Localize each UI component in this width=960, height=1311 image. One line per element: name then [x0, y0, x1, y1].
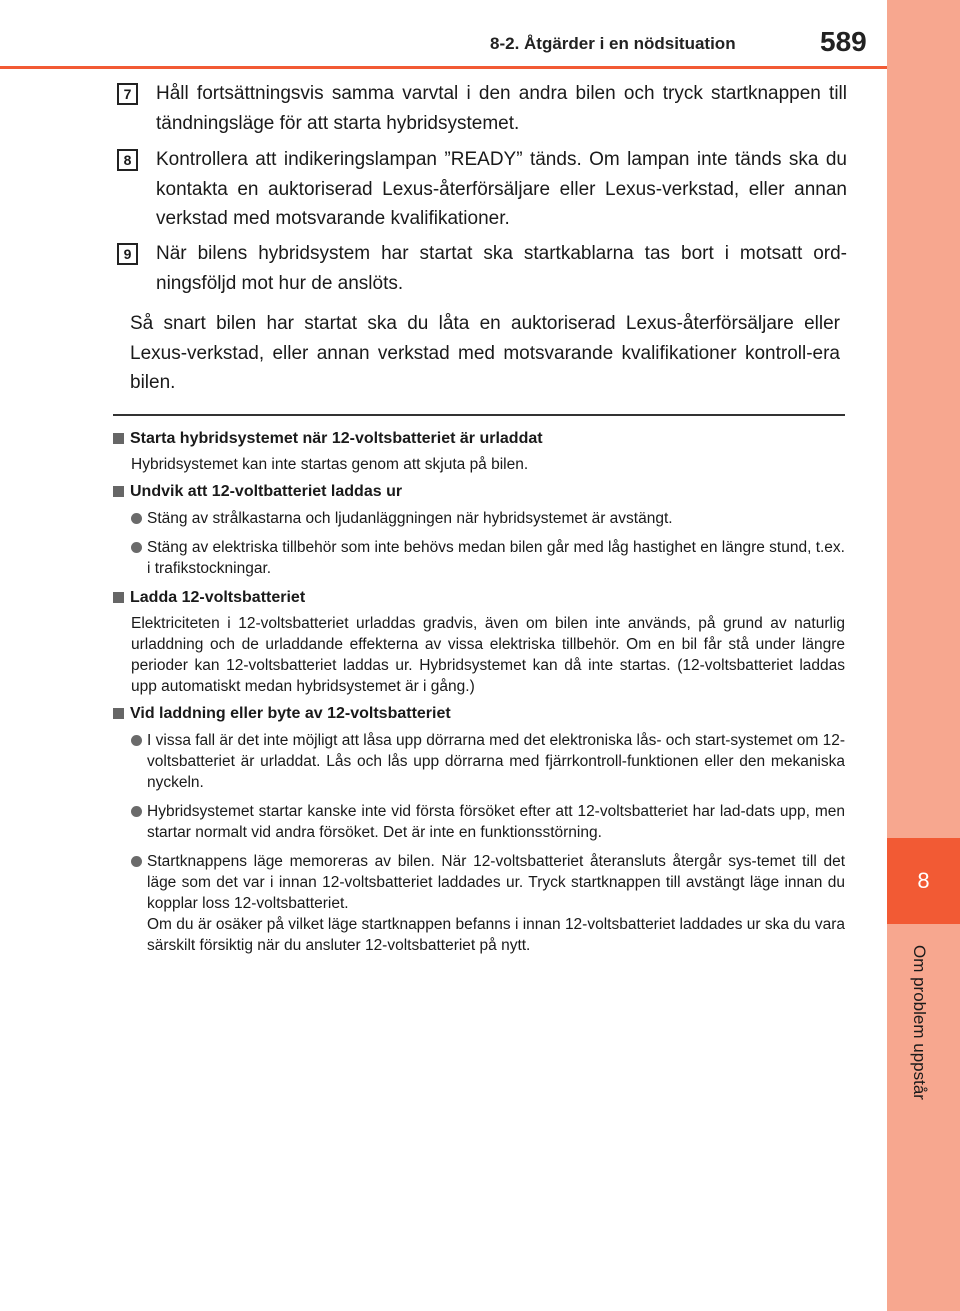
step-text: Håll fortsättningsvis samma varvtal i den andra bilen och tryck startknappen till tändningsläge för att starta hybridsystemet. — [156, 83, 847, 134]
page-number: 589 — [820, 26, 867, 57]
step-8 — [117, 145, 847, 234]
chapter-number-tab[interactable] — [887, 838, 960, 924]
step-number-badge: 8 — [117, 149, 138, 171]
section-title: Undvik att 12-voltbatteriet laddas ur — [130, 483, 403, 500]
section-title: Starta hybridsystemet när 12-voltsbatteriet är urladdat — [130, 430, 543, 447]
round-bullet-icon — [131, 735, 142, 746]
info-section-avoid-discharge — [113, 481, 845, 579]
info-section-start-discharged — [113, 428, 845, 475]
step-9 — [117, 239, 847, 298]
section-title: Ladda 12-voltsbatteriet — [130, 589, 306, 606]
chapter-title-tab — [897, 945, 941, 1175]
info-sections — [113, 428, 845, 964]
step-number-badge: 9 — [117, 243, 138, 265]
info-section-charge-battery — [113, 587, 845, 697]
section-body: Elektriciteten i 12-voltsbatteriet urladdas gradvis, även om bilen inte används, på grund av naturlig urladdning och de urladdande effekterna av vissa elektriska tillbehör. Om en bil får stå under längre perioder kan 12-voltsbatteriet laddas ur. Hybridsystemet kan då inte startas. (12-voltsbatteriet laddas upp automatiskt medan hybridsystemet är i gång.) — [131, 615, 845, 695]
round-bullet-icon — [131, 806, 142, 817]
header-section-title: 8-2. Åtgärder i en nödsituation — [490, 34, 736, 53]
step-7 — [117, 79, 847, 138]
step-text: Kontrollera att indikeringslampan ”READY” tänds. Om lampan inte tänds ska du kontakta en auktoriserad Lexus-återförsäljare eller Lexus-verkstad, eller annan verkstad med motsvarande kvalifikationer. — [156, 149, 847, 229]
closing-note: Så snart bilen har startat ska du låta en auktoriserad Lexus-återförsäljare eller Lexus-verkstad, eller annan verkstad med motsvarande kvalifikationer kontroll-era bilen. — [130, 313, 840, 393]
header-rule — [0, 66, 887, 69]
square-bullet-icon — [113, 592, 124, 603]
list-item: I vissa fall är det inte möjligt att låsa upp dörrarna med det elektroniska lås- och start-systemet om 12-voltsbatteriet är urladdat. Lås och lås upp dörrarna med fjärrkontroll-funktionen eller den mekaniska nyckeln. — [131, 730, 845, 793]
round-bullet-icon — [131, 513, 142, 524]
square-bullet-icon — [113, 433, 124, 444]
chapter-title: Om problem uppstår — [910, 945, 929, 1100]
square-bullet-icon — [113, 486, 124, 497]
info-section-replace-battery — [113, 703, 845, 956]
round-bullet-icon — [131, 856, 142, 867]
section-divider — [113, 414, 845, 416]
square-bullet-icon — [113, 708, 124, 719]
section-body: Hybridsystemet kan inte startas genom att skjuta på bilen. — [131, 456, 529, 473]
round-bullet-icon — [131, 542, 142, 553]
list-item: Stäng av elektriska tillbehör som inte behövs medan bilen går med låg hastighet en längre stund, t.ex. i trafikstockningar. — [131, 537, 845, 579]
step-text: När bilens hybridsystem har startat ska startkablarna tas bort i motsatt ord-ningsföljd mot hur de anslöts. — [156, 243, 847, 294]
list-item: Hybridsystemet startar kanske inte vid första försöket efter att 12-voltsbatteriet har lad-dats upp, men startar normalt vid andra försöket. Det är inte en funktionsstörning. — [131, 801, 845, 843]
section-title: Vid laddning eller byte av 12-voltsbatteriet — [130, 705, 451, 722]
list-item: Stäng av strålkastarna och ljudanläggningen när hybridsystemet är avstängt. — [131, 508, 845, 529]
list-item: Startknappens läge memoreras av bilen. När 12-voltsbatteriet återansluts återgår sys-temet till det läge som det var i innan 12-voltsbatteriet laddades ur. Tryck startknappen till avstängt läge innan du kopplar loss 12-voltsbatteriet. Om du är osäker på vilket läge startknappen befanns i innan 12-voltsbatteriet laddades ur ska du vara särskilt försiktig när du ansluter 12-voltsbatteriet på nytt. — [131, 851, 845, 956]
step-number-badge: 7 — [117, 83, 138, 105]
chapter-number: 8 — [917, 868, 930, 893]
